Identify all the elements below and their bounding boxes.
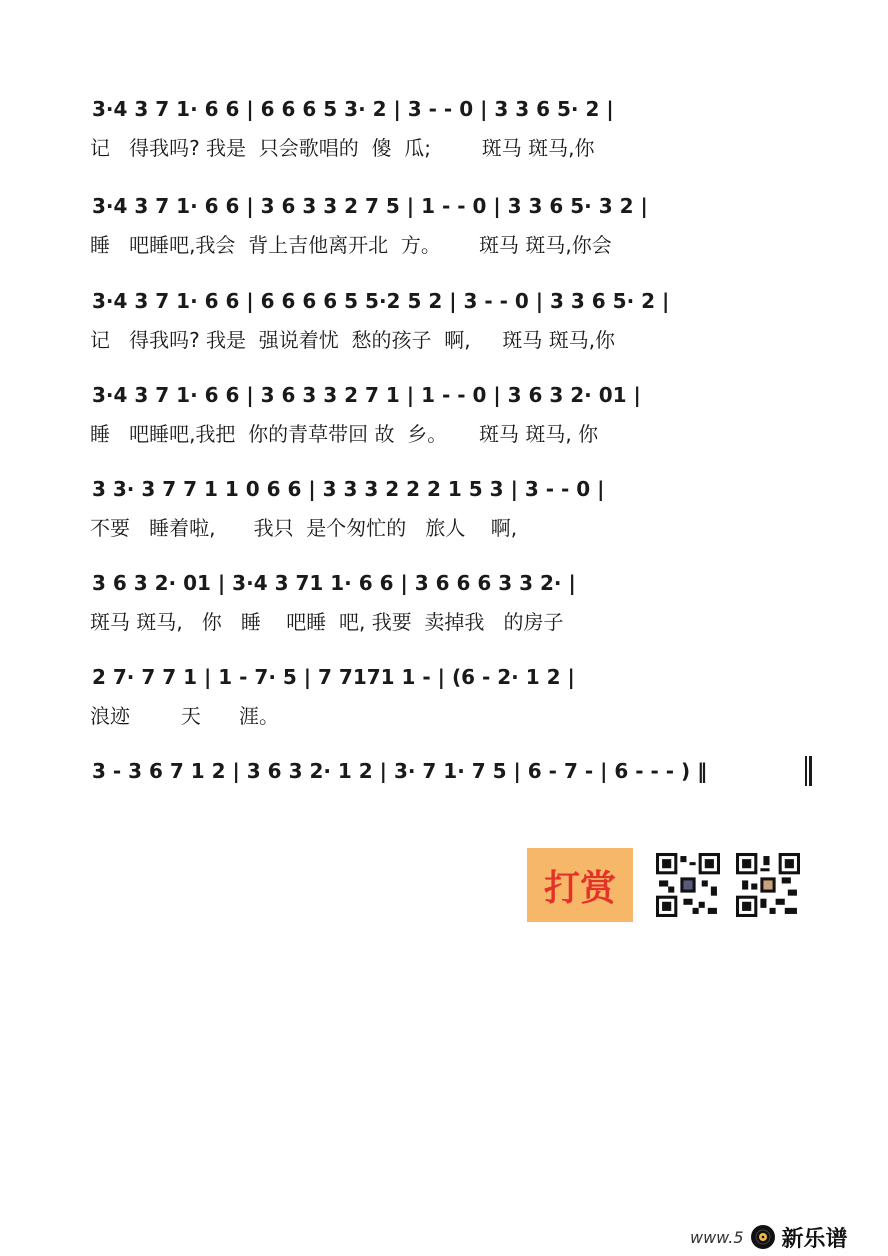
notation-line-6 xyxy=(90,562,812,602)
reward-label: 打赏 xyxy=(543,867,616,909)
notes-text-8: 3 - 3 6 7 1 2 | 3 6 3 2· 1 2 | 3· 7 1· 7 5 | 6 - 7 - | 6 - - - ) ‖ xyxy=(92,759,708,783)
notes-text-1: 3·4 3 7 1· 6 6 | 6 6 6 5 3· 2 | 3 - - 0 | 3 3 6 5· 2 | xyxy=(92,97,614,121)
notes-text-2: 3·4 3 7 1· 6 6 | 3 6 3 3 2 7 5 | 1 - - 0 | 3 3 6 5· 3 2 | xyxy=(92,194,648,218)
vinyl-disc-icon xyxy=(750,1224,776,1250)
lyrics-line-3: 记 得我吗? 我是 强说着忧 愁的孩子 啊, 斑马 斑马,你 xyxy=(90,328,616,352)
notation-line-7 xyxy=(90,656,812,696)
footer-brand: 新乐谱 xyxy=(781,1226,848,1252)
notation-line-5 xyxy=(90,468,812,508)
footer-url: www.5 xyxy=(690,1227,744,1247)
notes-text-6: 3 6 3 2· 01 | 3·4 3 71 1· 6 6 | 3 6 6 6 3 3 2· | xyxy=(92,571,576,595)
footer-watermark xyxy=(690,1222,848,1252)
notation-line-2 xyxy=(90,185,812,225)
score-line-5 xyxy=(90,468,812,508)
lyrics-line-7: 浪迹 天 涯。 xyxy=(90,704,280,728)
score-line-7 xyxy=(90,656,812,696)
notation-line-3 xyxy=(90,280,812,320)
notes-text-7: 2 7· 7 7 1 | 1 - 7· 5 | 7 7171 1 - | (6 - 2· 1 2 | xyxy=(92,665,575,689)
notation-line-1 xyxy=(90,88,812,128)
score-line-6 xyxy=(90,562,812,602)
lyrics-line-6: 斑马 斑马, 你 睡 吧睡 吧, 我要 卖掉我 的房子 xyxy=(90,610,564,634)
lyrics-line-1: 记 得我吗? 我是 只会歌唱的 傻 瓜; 斑马 斑马,你 xyxy=(90,136,595,160)
qr-code-icon xyxy=(736,853,800,917)
notes-text-5: 3 3· 3 7 7 1 1 0 6 6 | 3 3 3 2 2 2 1 5 3 | 3 - - 0 | xyxy=(92,477,605,501)
notes-text-4: 3·4 3 7 1· 6 6 | 3 6 3 3 2 7 1 | 1 - - 0 | 3 6 3 2· 01 | xyxy=(92,383,641,407)
qr-code-icon xyxy=(656,853,720,917)
notation-line-8 xyxy=(90,750,812,790)
lyrics-line-4: 睡 吧睡吧,我把 你的青草带回 故 乡。 斑马 斑马, 你 xyxy=(90,422,599,446)
score-line-8 xyxy=(90,750,812,790)
score-line-3 xyxy=(90,280,812,320)
score-line-1 xyxy=(90,88,812,128)
lyrics-line-5: 不要 睡着啦, 我只 是个匆忙的 旅人 啊, xyxy=(90,516,518,540)
score-line-4 xyxy=(90,374,812,414)
score-line-2 xyxy=(90,185,812,225)
notes-text-3: 3·4 3 7 1· 6 6 | 6 6 6 6 5 5·2 5 2 | 3 - - 0 | 3 3 6 5· 2 | xyxy=(92,289,670,313)
notation-line-4 xyxy=(90,374,812,414)
reward-button[interactable] xyxy=(527,848,633,922)
lyrics-line-2: 睡 吧睡吧,我会 背上吉他离开北 方。 斑马 斑马,你会 xyxy=(90,233,612,257)
